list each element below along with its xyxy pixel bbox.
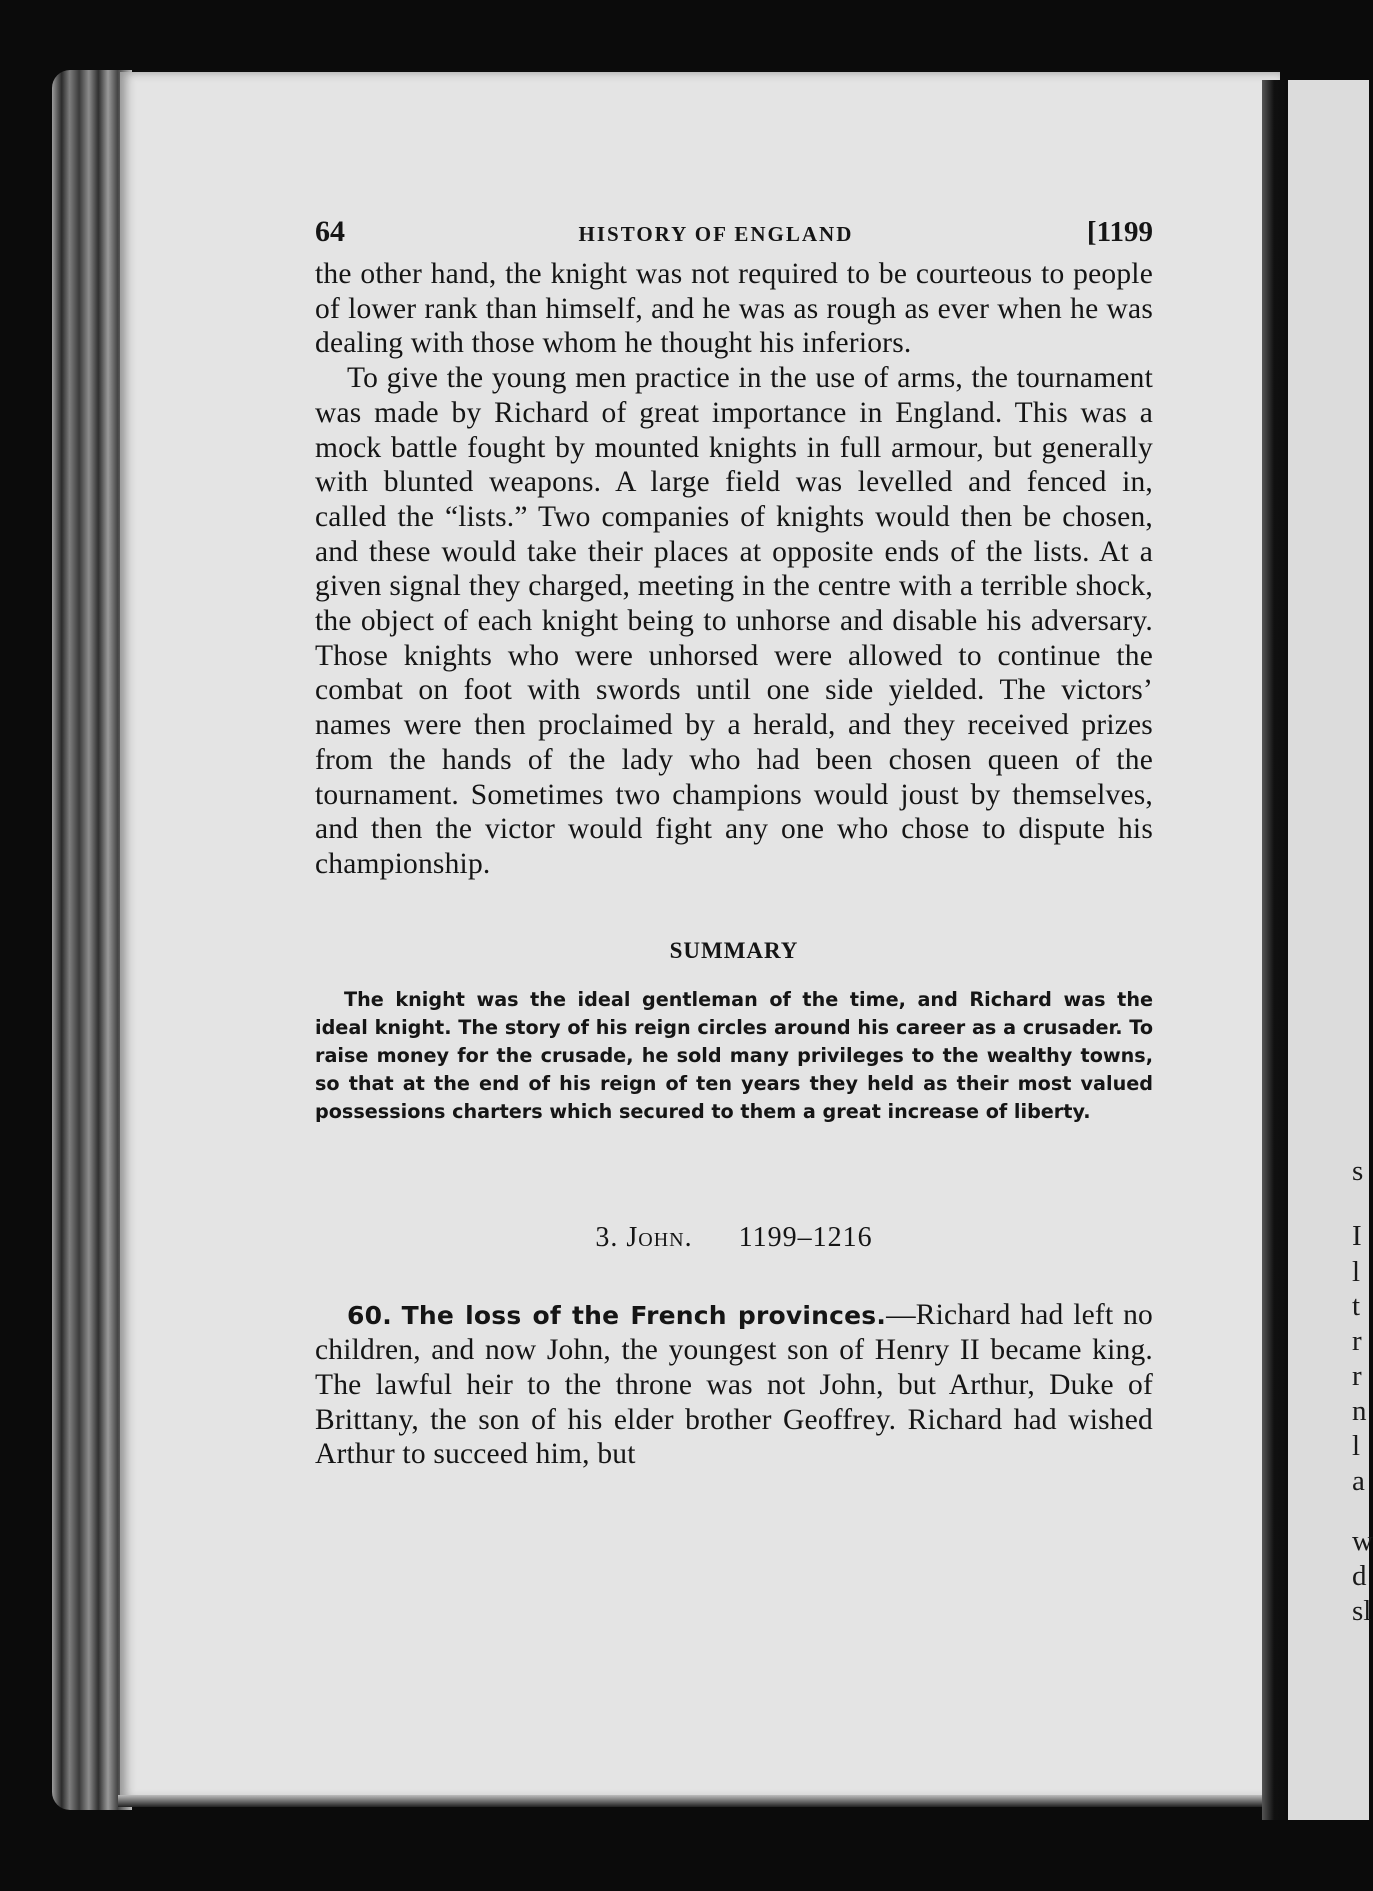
facing-fragment: t [1352,1290,1361,1322]
paragraph-text: —Richard had left no children, and now John, the youngest son of Henry II became king. The lawful heir to the throne was not John, but Arthur, Duke of Brittany, the son of his elder brother Geoffrey. Richard had wished Arthur to succeed him, but [315,1298,1153,1471]
summary-heading: SUMMARY [669,937,799,963]
facing-fragment: d [1352,1560,1367,1592]
facing-fragment: s [1352,1155,1364,1187]
running-year: [1199 [1086,216,1153,248]
facing-page [1288,80,1372,1820]
running-title: HISTORY OF ENGLAND [578,222,854,246]
facing-fragment: w [1352,1525,1373,1557]
facing-fragment: l [1352,1256,1361,1288]
summary-text: The knight was the ideal gentleman of the time, and Richard was the ideal knight. The story of his reign circles around his career as a crusader. To raise money for the crusade, he sold many privileges to the wealthy towns, so that at the end of his reign of ten years they held as their most valued possessions charters which secured to them a great increase of liberty. [315,987,1153,1124]
body-paragraph: To give the young men practice in the use of arms, the tournament was made by Richard of great importance in England. This was a mock battle fought by mounted knights in full armour, but generally with blunted weapons. A large field was levelled and fenced in, called the “lists.” Two companies of knights would then be chosen, and these would take their places at opposite ends of the lists. At a given signal they charged, meeting in the centre with a terrible shock, the object of each knight being to unhorse and disable his adversary. Those knights who were unhorsed were allowed to continue the combat on foot with swords until one side yielded. The victors’ names were then proclaimed by a herald, and they received prizes from the hands of the lady who had been chosen queen of the tournament. Sometimes two champions would joust by themselves, and then the victor would fight any one who chose to dispute his championship. [315,362,1153,880]
section-paragraph [315,1298,1153,1473]
page-content [315,215,1153,1472]
facing-fragment: n [1352,1395,1367,1427]
section-years: 1199–1216 [738,1221,873,1253]
facing-fragment: l [1352,1430,1361,1462]
facing-fragment: sl [1352,1595,1372,1627]
facing-fragment: r [1352,1325,1362,1357]
body-paragraph: the other hand, the knight was not required to be courteous to people of lower rank than himself, and he was as rough as ever when he was dealing with those whom he thought his inferiors. [315,258,1153,360]
facing-fragment: a [1352,1465,1365,1497]
facing-fragment: r [1352,1360,1362,1392]
section-number: 3. [595,1221,619,1253]
facing-fragment: I [1352,1220,1362,1252]
page-bottom-edge [118,1795,1288,1807]
section-name: John. [626,1221,693,1253]
running-head [315,215,1153,257]
section-title [315,1222,1153,1254]
paragraph-number: 60. [347,1300,392,1330]
page-number: 64 [315,215,345,248]
paragraph-heading: The loss of the French provinces. [401,1300,887,1330]
